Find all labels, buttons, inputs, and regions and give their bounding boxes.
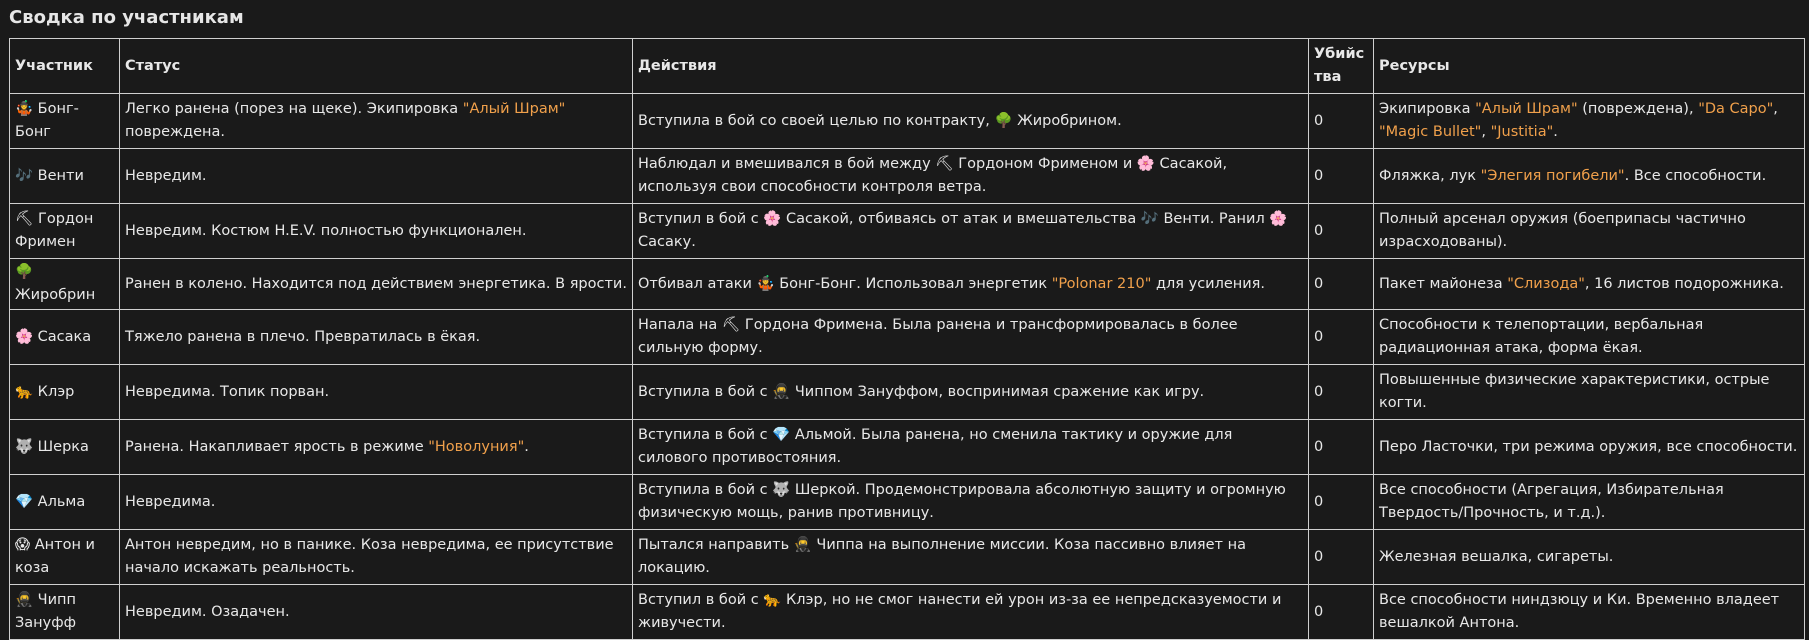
cell-text: Невредим. Костюм H.E.V. полностью функционален. bbox=[125, 222, 527, 239]
cell-text: Полный арсенал оружия (боеприпасы частично израсходованы). bbox=[1379, 211, 1746, 250]
cell-text: Вступил в бой с 🌸 Сасакой, отбиваясь от атак и вмешательства 🎶 Венти. Ранил 🌸 Сасаку. bbox=[638, 211, 1288, 250]
cell-text: Вступил в бой с 🐆 Клэр, но не смог нанести ей урон из-за ее непредсказуемости и живучести. bbox=[638, 592, 1282, 631]
cell-text: повреждена. bbox=[125, 124, 226, 140]
actions-cell bbox=[633, 585, 1309, 640]
resources-cell bbox=[1374, 94, 1805, 149]
kills-cell: 0 bbox=[1309, 585, 1374, 640]
table-row bbox=[10, 365, 1805, 420]
cell-text: Напала на ⛏ Гордона Фримена. Была ранена и трансформировалась в более сильную форму. bbox=[638, 317, 1238, 356]
highlighted-item: "Алый Шрам" bbox=[462, 101, 566, 117]
status-cell bbox=[120, 94, 633, 149]
table-row bbox=[10, 259, 1805, 310]
status-cell bbox=[120, 475, 633, 530]
participants-table bbox=[9, 38, 1805, 640]
kills-cell: 0 bbox=[1309, 530, 1374, 585]
header-participant: Участник bbox=[10, 39, 120, 94]
status-cell bbox=[120, 259, 633, 310]
highlighted-item: "Алый Шрам" bbox=[1475, 101, 1578, 117]
highlighted-item: "Элегия погибели" bbox=[1480, 167, 1625, 184]
actions-cell bbox=[633, 420, 1309, 475]
cell-text: Пакет майонеза bbox=[1379, 275, 1508, 292]
status-cell bbox=[120, 530, 633, 585]
header-kills-line2: тва bbox=[1314, 69, 1342, 85]
resources-cell bbox=[1374, 310, 1805, 365]
cell-text: Невредима. Топик порван. bbox=[125, 383, 330, 400]
actions-cell bbox=[633, 204, 1309, 259]
cell-text: Перо Ласточки, три режима оружия, все способности. bbox=[1379, 438, 1798, 455]
resources-cell bbox=[1374, 259, 1805, 310]
cell-text: Антон невредим, но в панике. Коза невредима, ее присутствие начало искажать реальность. bbox=[125, 537, 614, 576]
header-kills-line1: Убийс bbox=[1314, 46, 1365, 62]
cell-text: Легко ранена (порез на щеке). Экипировка bbox=[125, 101, 463, 117]
actions-cell bbox=[633, 365, 1309, 420]
cell-text: Железная вешалка, сигареты. bbox=[1379, 548, 1614, 565]
resources-cell bbox=[1374, 204, 1805, 259]
table-row bbox=[10, 420, 1805, 475]
actions-cell bbox=[633, 259, 1309, 310]
kills-cell: 0 bbox=[1309, 420, 1374, 475]
table-row bbox=[10, 204, 1805, 259]
kills-cell: 0 bbox=[1309, 204, 1374, 259]
kills-cell: 0 bbox=[1309, 149, 1374, 204]
kills-cell: 0 bbox=[1309, 475, 1374, 530]
table-row bbox=[10, 94, 1805, 149]
actions-cell bbox=[633, 149, 1309, 204]
table-header-row bbox=[10, 39, 1805, 94]
actions-cell bbox=[633, 94, 1309, 149]
cell-text: . bbox=[1553, 124, 1558, 140]
highlighted-item: "Da Capo" bbox=[1698, 101, 1774, 117]
cell-text: Экипировка bbox=[1379, 101, 1476, 117]
status-cell bbox=[120, 585, 633, 640]
participant-cell: ⛏ Гордон Фримен bbox=[10, 204, 120, 259]
cell-text: . bbox=[524, 438, 529, 455]
header-status: Статус bbox=[120, 39, 633, 94]
actions-cell bbox=[633, 475, 1309, 530]
cell-text: Пытался направить 🥷 Чиппа на выполнение миссии. Коза пассивно влияет на локацию. bbox=[638, 537, 1246, 576]
cell-text: . Все способности. bbox=[1624, 167, 1767, 184]
cell-text: Тяжело ранена в плечо. Превратилась в ёкая. bbox=[125, 328, 481, 345]
participant-cell: 🤹 Бонг-Бонг bbox=[10, 94, 120, 149]
cell-text: Все способности (Агрегация, Избирательная Твердость/Прочность, и т.д.). bbox=[1379, 482, 1724, 521]
header-actions: Действия bbox=[633, 39, 1309, 94]
cell-text: , 16 листов подорожника. bbox=[1584, 275, 1784, 292]
table-row bbox=[10, 585, 1805, 640]
cell-text: , bbox=[1773, 101, 1778, 117]
header-kills bbox=[1309, 39, 1374, 94]
resources-cell bbox=[1374, 149, 1805, 204]
resources-cell bbox=[1374, 585, 1805, 640]
participant-cell: 🌳 Жиробрин bbox=[10, 259, 120, 310]
header-resources: Ресурсы bbox=[1374, 39, 1805, 94]
cell-text: (повреждена), bbox=[1577, 101, 1699, 117]
page-title: Сводка по участникам bbox=[9, 7, 244, 28]
cell-text: для усиления. bbox=[1151, 275, 1266, 292]
status-cell bbox=[120, 365, 633, 420]
participant-cell: 🥷 Чипп Зануфф bbox=[10, 585, 120, 640]
participant-cell: 🎶 Венти bbox=[10, 149, 120, 204]
kills-cell: 0 bbox=[1309, 259, 1374, 310]
kills-cell: 0 bbox=[1309, 310, 1374, 365]
cell-text: Невредим. bbox=[125, 167, 207, 184]
cell-text: Фляжка, лук bbox=[1379, 167, 1481, 184]
cell-text: Отбивал атаки 🤹 Бонг-Бонг. Использовал энергетик bbox=[638, 275, 1052, 292]
cell-text: Все способности ниндзюцу и Ки. Временно владеет вешалкой Антона. bbox=[1379, 592, 1780, 631]
table-row bbox=[10, 149, 1805, 204]
status-cell bbox=[120, 204, 633, 259]
highlighted-item: "Polonar 210" bbox=[1051, 275, 1152, 292]
participant-cell: 😱 Антон и коза bbox=[10, 530, 120, 585]
highlighted-item: "Justitia" bbox=[1490, 124, 1554, 140]
cell-text: Вступила в бой со своей целью по контракту, 🌳 Жиробрином. bbox=[638, 112, 1122, 129]
summary-section bbox=[9, 0, 1804, 640]
table-row bbox=[10, 475, 1805, 530]
cell-text: Невредим. Озадачен. bbox=[125, 603, 290, 620]
resources-cell bbox=[1374, 365, 1805, 420]
status-cell bbox=[120, 420, 633, 475]
cell-text: Невредима. bbox=[125, 493, 216, 510]
actions-cell bbox=[633, 530, 1309, 585]
participant-cell: 🐆 Клэр bbox=[10, 365, 120, 420]
cell-text: , bbox=[1481, 124, 1491, 140]
participant-cell: 💎 Альма bbox=[10, 475, 120, 530]
cell-text: Способности к телепортации, вербальная радиационная атака, форма ёкая. bbox=[1379, 317, 1704, 356]
resources-cell bbox=[1374, 475, 1805, 530]
cell-text: Ранена. Накапливает ярость в режиме bbox=[125, 438, 429, 455]
status-cell bbox=[120, 149, 633, 204]
highlighted-item: "Новолуния" bbox=[428, 438, 525, 455]
resources-cell bbox=[1374, 420, 1805, 475]
table-row bbox=[10, 530, 1805, 585]
status-cell bbox=[120, 310, 633, 365]
cell-text: Вступила в бой с 💎 Альмой. Была ранена, но сменила тактику и оружие для силового противостояния. bbox=[638, 427, 1233, 466]
cell-text: Вступила в бой с 🐺 Шеркой. Продемонстрировала абсолютную защиту и огромную физическую мощь, ранив противницу. bbox=[638, 482, 1286, 521]
cell-text: Наблюдал и вмешивался в бой между ⛏ Гордоном Фрименом и 🌸 Сасакой, используя свои способности контроля ветра. bbox=[638, 156, 1228, 195]
participant-cell: 🐺 Шерка bbox=[10, 420, 120, 475]
participant-cell: 🌸 Сасака bbox=[10, 310, 120, 365]
cell-text: Ранен в колено. Находится под действием энергетика. В ярости. bbox=[125, 275, 627, 292]
table-row bbox=[10, 310, 1805, 365]
resources-cell bbox=[1374, 530, 1805, 585]
actions-cell bbox=[633, 310, 1309, 365]
kills-cell: 0 bbox=[1309, 94, 1374, 149]
cell-text: Вступила в бой с 🥷 Чиппом Зануффом, воспринимая сражение как игру. bbox=[638, 383, 1205, 400]
highlighted-item: "Слизода" bbox=[1507, 275, 1585, 292]
highlighted-item: "Magic Bullet" bbox=[1379, 124, 1482, 140]
kills-cell: 0 bbox=[1309, 365, 1374, 420]
cell-text: Повышенные физические характеристики, острые когти. bbox=[1379, 372, 1770, 411]
